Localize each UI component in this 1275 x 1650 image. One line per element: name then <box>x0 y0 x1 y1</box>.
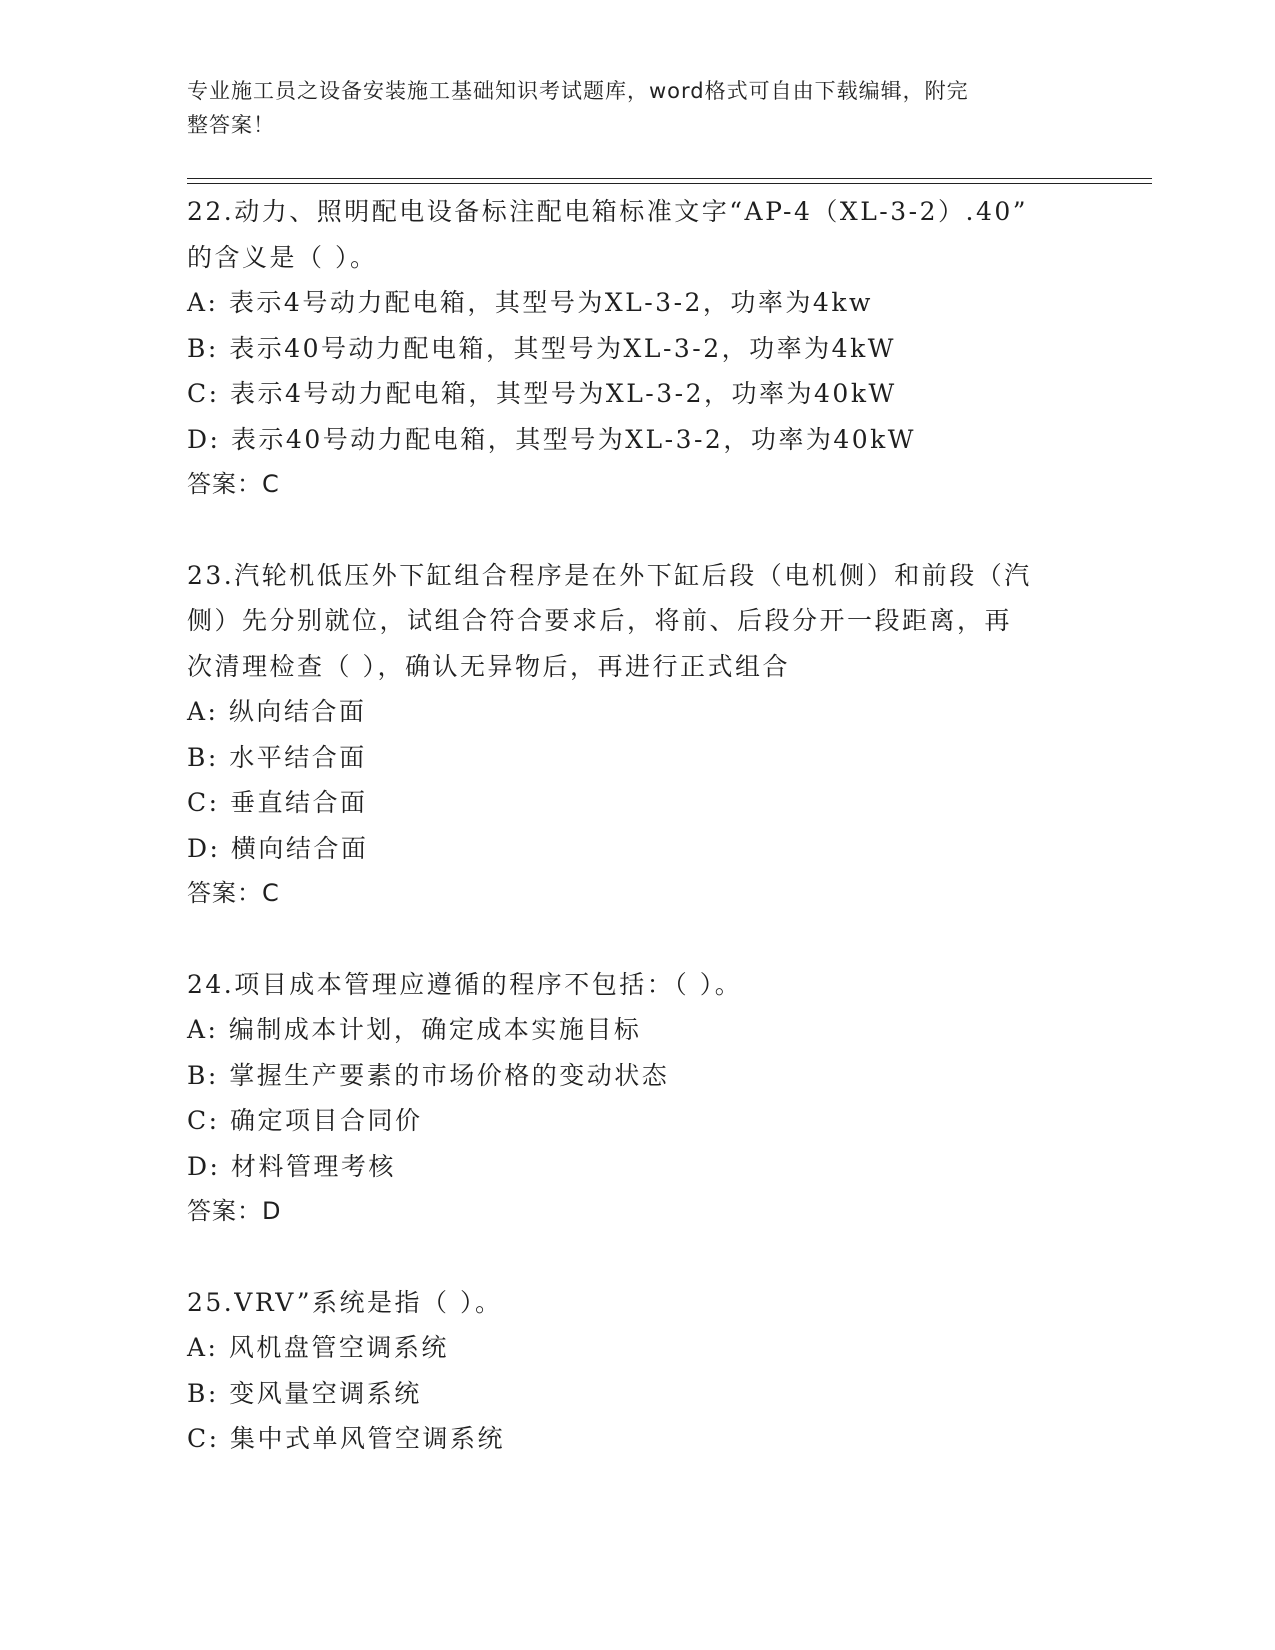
header-line-1: 专业施工员之设备安装施工基础知识考试题库，word格式可自由下载编辑，附完 <box>187 79 969 103</box>
option-c: C: 垂直结合面 <box>187 788 368 817</box>
option-d: D: 横向结合面 <box>187 833 369 863</box>
option-d: D: 表示40号动力配电箱，其型号为XL-3-2，功率为40kW <box>187 424 916 454</box>
option-a: A: 编制成本计划，确定成本实施目标 <box>187 1015 642 1044</box>
option-c: C: 确定项目合同价 <box>187 1106 423 1135</box>
question-stem-line: 侧）先分别就位，试组合符合要求后，将前、后段分开一段距离，再 <box>187 606 1013 635</box>
answer-line: 答案：C <box>187 879 280 907</box>
option-b: B: 水平结合面 <box>187 742 367 772</box>
option-c: C: 表示4号动力配电箱，其型号为XL-3-2，功率为40kW <box>187 379 897 408</box>
header-rule-top <box>187 178 1152 179</box>
question-24 <box>187 962 1087 1235</box>
question-stem-line: 23.汽轮机低压外下缸组合程序是在外下缸后段（电机侧）和前段（汽 <box>187 560 1032 590</box>
question-stem-line: 24.项目成本管理应遵循的程序不包括：（ ）。 <box>187 969 743 999</box>
question-stem-line: 25.VRV”系统是指（ ）。 <box>187 1287 503 1317</box>
question-stem-line: 22.动力、照明配电设备标注配电箱标准文字“AP-4（XL-3-2）.40” <box>187 197 1029 226</box>
header-line-2: 整答案！ <box>187 113 275 137</box>
header-rule-bottom <box>187 183 1152 184</box>
question-spacer <box>187 508 1087 553</box>
question-spacer <box>187 1235 1087 1280</box>
question-spacer <box>187 917 1087 962</box>
question-25 <box>187 1280 1087 1462</box>
question-list <box>187 189 1087 1462</box>
document-header <box>187 74 1067 142</box>
option-d: D: 材料管理考核 <box>187 1151 396 1181</box>
option-c: C: 集中式单风管空调系统 <box>187 1424 505 1453</box>
option-a: A: 风机盘管空调系统 <box>187 1333 449 1362</box>
option-b: B: 掌握生产要素的市场价格的变动状态 <box>187 1060 670 1090</box>
option-b: B: 变风量空调系统 <box>187 1378 422 1408</box>
question-stem-line: 的含义是（ ）。 <box>187 242 378 272</box>
question-stem-line: 次清理检查（ ），确认无异物后，再进行正式组合 <box>187 651 790 681</box>
question-23 <box>187 553 1087 917</box>
answer-line: 答案：C <box>187 470 280 498</box>
question-22 <box>187 189 1087 508</box>
option-a: A: 纵向结合面 <box>187 697 367 726</box>
option-a: A: 表示4号动力配电箱，其型号为XL-3-2，功率为4kw <box>187 288 873 317</box>
answer-line: 答案：D <box>187 1197 282 1225</box>
option-b: B: 表示40号动力配电箱，其型号为XL-3-2，功率为4kW <box>187 333 896 363</box>
